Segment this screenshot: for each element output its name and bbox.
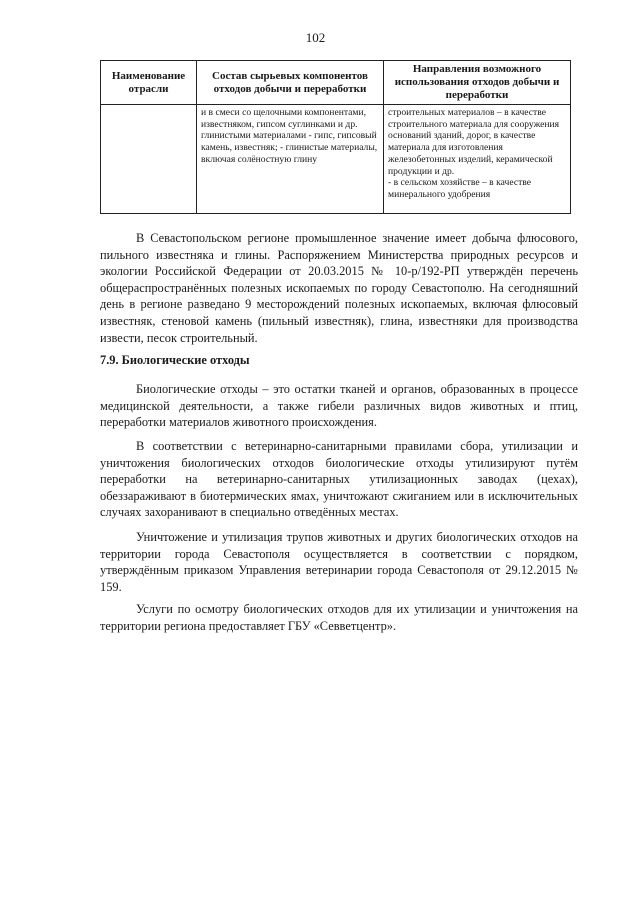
paragraph-services: Услуги по осмотру биологических отходов для их утилизации и уничтожения на территории региона предоставляет ГБУ «Севветцентр». <box>100 602 578 633</box>
paragraph-vet-rules: В соответствии с ветеринарно-санитарными правилами сбора, утилизации и уничтожения биологических отходов биологические отходы утилизируют путём переработки на ветеринарно-санитарных утилизационных заводах (цехах), обеззараживают в биотермических ямах, уничтожают сжиганием или в исключительных случаях захоранивают в специально отведённых местах. <box>100 439 578 520</box>
header-usage-directions: Направления возможного использования отходов добычи и переработки <box>384 61 571 105</box>
paragraph-sevastopol-order: Уничтожение и утилизация трупов животных и других биологических отходов на территории города Севастополя осуществляется в соответствии с порядком, утверждённым приказом Управления ветеринарии города Севастополя от 29.12.2015 № 159. <box>100 530 578 594</box>
table-cell-industry <box>101 105 197 214</box>
header-industry-name: Наименование отрасли <box>101 61 197 105</box>
table-cell-components: и в смеси со щелочными компонентами, известняком, гипсом суглинками и др. глинистыми материалами - гипс, гипсовый камень, известняк; - глинистые материалы, включая солёностную глину <box>197 105 384 214</box>
header-raw-components: Состав сырьевых компонентов отходов добычи и переработки <box>197 61 384 105</box>
paragraph-mining: В Севастопольском регионе промышленное значение имеет добыча флюсового, пильного известняка и глины. Распоряжением Министерства природных ресурсов и экологии Российской Федерации от 20.03.2015 № 10-р/192-РП утверждён перечень общераспространённых полезных ископаемых по городу Севастополю. На сегодняшний день в регионе разведано 9 месторождений полезных ископаемых, включая флюсовый известняк, стеновой камень (пильный известняк), глина, известняки для производства извести, песок строительный. <box>100 231 578 345</box>
page-number: 102 <box>305 30 326 45</box>
table-row <box>101 105 571 214</box>
waste-table <box>100 60 571 214</box>
section-heading: 7.9. Биологические отходы <box>100 353 250 367</box>
table-cell-usage: строительных материалов – в качестве строительного материала для сооружения оснований зданий, дорог, в качестве материала для изготовления железобетонных изделий, керамической продукции и др. - в сельском хозяйстве – в качестве минерального удобрения <box>384 105 571 214</box>
table-header-row <box>101 61 571 105</box>
paragraph-bio-definition: Биологические отходы – это остатки тканей и органов, образованных в процессе медицинской деятельности, а также гибели различных видов животных и птиц, переработки материалов животного происхождения. <box>100 382 578 430</box>
